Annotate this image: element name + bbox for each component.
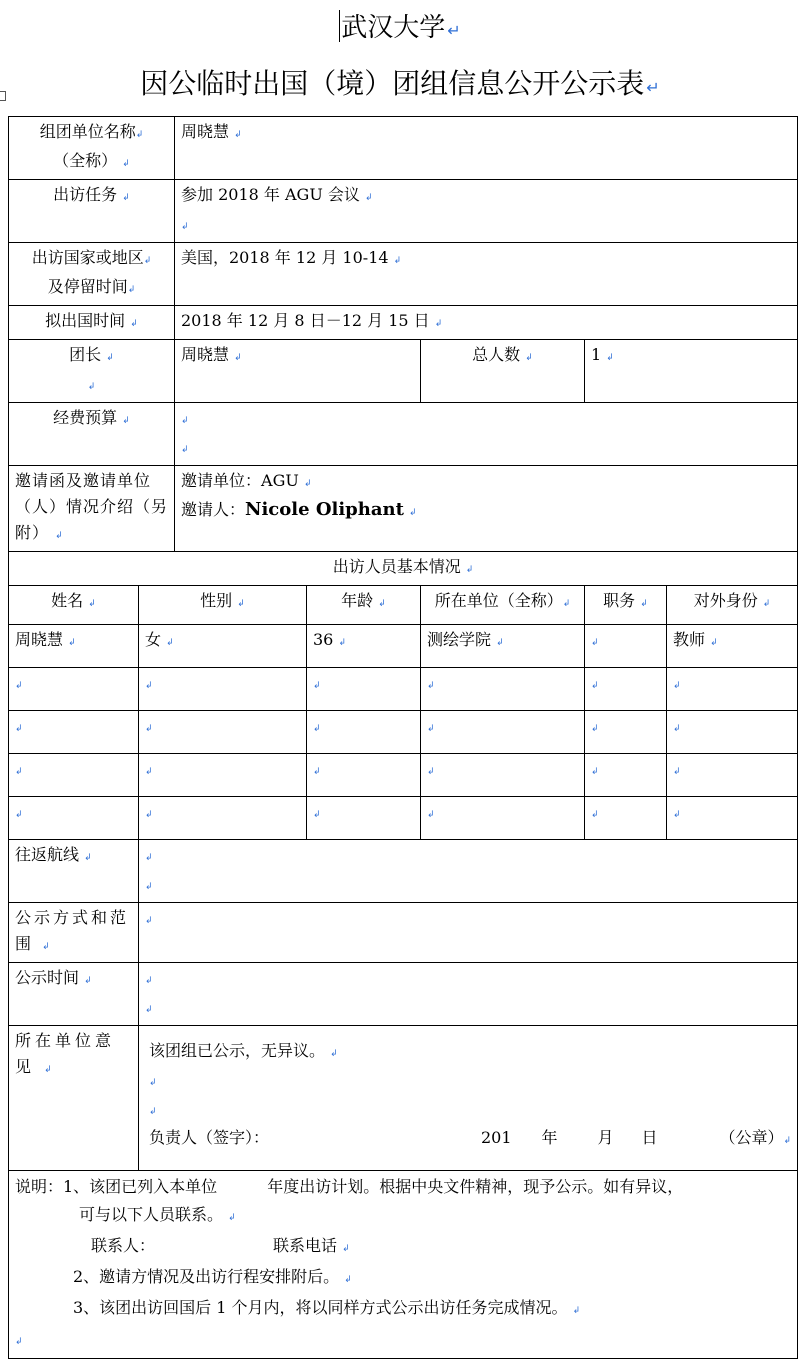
column-header: 年龄 ↲ bbox=[307, 586, 421, 625]
table-cell[interactable]: 教师 ↲ bbox=[667, 625, 798, 668]
column-header: 性别 ↲ bbox=[139, 586, 307, 625]
table-cell[interactable]: ↲ bbox=[585, 797, 667, 840]
personnel-row bbox=[9, 668, 798, 711]
table-cell[interactable]: 36 ↲ bbox=[307, 625, 421, 668]
opinion-label: 所在单位意见 ↲ bbox=[9, 1026, 139, 1171]
invite-value[interactable]: 邀请单位：AGU ↲ 邀请人：Nicole Oliphant ↲ bbox=[175, 466, 798, 552]
column-header: 所在单位（全称）↲ bbox=[421, 586, 585, 625]
seal-label: （公章）↲ bbox=[719, 1128, 792, 1147]
table-cell[interactable]: ↲ bbox=[585, 711, 667, 754]
table-cell[interactable]: ↲ bbox=[307, 711, 421, 754]
table-cell[interactable]: ↲ bbox=[307, 797, 421, 840]
method-value[interactable]: ↲ bbox=[139, 903, 798, 963]
personnel-row bbox=[9, 797, 798, 840]
opinion-value[interactable]: 该团组已公示，无异议。 ↲ ↲ ↲ 负责人（签字）： 201 年 月 日 （公章）↲ bbox=[139, 1026, 798, 1171]
personnel-row bbox=[9, 711, 798, 754]
column-header: 对外身份 ↲ bbox=[667, 586, 798, 625]
mission-label: 出访任务 ↲ bbox=[9, 180, 175, 243]
table-cell[interactable]: ↲ bbox=[307, 754, 421, 797]
personnel-section-title: 出访人员基本情况 ↲ bbox=[9, 552, 798, 586]
university-title: 武汉大学 ↵ bbox=[0, 10, 800, 49]
method-label: 公示方式和范围 ↲ bbox=[9, 903, 139, 963]
table-cell[interactable]: ↲ bbox=[421, 797, 585, 840]
total-value[interactable]: 1 ↲ bbox=[585, 340, 798, 403]
table-cell[interactable]: ↲ bbox=[139, 711, 307, 754]
table-cell[interactable]: ↲ bbox=[139, 668, 307, 711]
column-header: 职务 ↲ bbox=[585, 586, 667, 625]
table-cell[interactable]: ↲ bbox=[585, 668, 667, 711]
route-value[interactable]: ↲ ↲ bbox=[139, 840, 798, 903]
budget-value[interactable]: ↲ ↲ bbox=[175, 403, 798, 466]
table-cell[interactable]: ↲ bbox=[421, 668, 585, 711]
mission-value[interactable]: 参加 2018 年 AGU 会议 ↲ ↲ bbox=[175, 180, 798, 243]
table-cell[interactable]: ↲ bbox=[9, 668, 139, 711]
column-header: 姓名 ↲ bbox=[9, 586, 139, 625]
table-cell[interactable]: ↲ bbox=[667, 711, 798, 754]
table-cell[interactable]: ↲ bbox=[585, 625, 667, 668]
invite-label: 邀请函及邀请单位（人）情况介绍（另附） ↲ bbox=[9, 466, 175, 552]
table-cell[interactable]: ↲ bbox=[585, 754, 667, 797]
leader-value[interactable]: 周晓慧 ↲ bbox=[175, 340, 421, 403]
route-label: 往返航线 ↲ bbox=[9, 840, 139, 903]
time-label: 公示时间 ↲ bbox=[9, 963, 139, 1026]
departure-value[interactable]: 2018 年 12 月 8 日－12 月 15 日 ↲ bbox=[175, 306, 798, 340]
leader-label: 团长 ↲ ↲ bbox=[9, 340, 175, 403]
country-value[interactable]: 美国，2018 年 12 月 10-14 ↲ bbox=[175, 243, 798, 306]
personnel-row bbox=[9, 754, 798, 797]
table-cell[interactable]: ↲ bbox=[9, 711, 139, 754]
time-value[interactable]: ↲ ↲ bbox=[139, 963, 798, 1026]
form-title: 因公临时出国（境）团组信息公开公示表 ↵ bbox=[140, 67, 660, 100]
table-cell[interactable]: ↲ bbox=[667, 797, 798, 840]
table-cell[interactable]: ↲ bbox=[667, 668, 798, 711]
personnel-row bbox=[9, 625, 798, 668]
departure-label: 拟出国时间 ↲ bbox=[9, 306, 175, 340]
table-cell[interactable]: ↲ bbox=[307, 668, 421, 711]
group-unit-label: 组团单位名称↲ （全称） ↲ bbox=[9, 117, 175, 180]
table-cell[interactable]: ↲ bbox=[139, 797, 307, 840]
table-cell[interactable]: ↲ bbox=[421, 754, 585, 797]
table-cell[interactable]: 女 ↲ bbox=[139, 625, 307, 668]
table-cell[interactable]: ↲ bbox=[9, 754, 139, 797]
personnel-header-row bbox=[9, 586, 798, 625]
table-cell[interactable]: ↲ bbox=[421, 711, 585, 754]
table-cell[interactable]: ↲ bbox=[9, 797, 139, 840]
signature-line: 负责人（签字）： 201 年 月 日 （公章）↲ bbox=[145, 1125, 791, 1154]
country-label: 出访国家或地区↲ 及停留时间↲ bbox=[9, 243, 175, 306]
notes-section: 说明：1、该团已列入本单位 年度出访计划。根据中央文件精神，现予公示。如有异议， 可与以下人员联系。 ↲ 联系人： 联系电话 ↲ 2、邀请方情况及出访行程安排附后。 ↲ 3、该团出访回国后 1 个月内，将以同样方式公示出访任务完成情况。 ↲ ↲ bbox=[9, 1171, 798, 1359]
group-unit-value[interactable]: 周晓慧 ↲ bbox=[175, 117, 798, 180]
table-cell[interactable]: ↲ bbox=[139, 754, 307, 797]
total-label: 总人数 ↲ bbox=[421, 340, 585, 403]
table-cell[interactable]: 测绘学院 ↲ bbox=[421, 625, 585, 668]
budget-label: 经费预算 ↲ bbox=[9, 403, 175, 466]
table-cell[interactable]: 周晓慧 ↲ bbox=[9, 625, 139, 668]
margin-marker bbox=[0, 91, 6, 101]
table-cell[interactable]: ↲ bbox=[667, 754, 798, 797]
disclosure-form-table bbox=[8, 116, 798, 1359]
